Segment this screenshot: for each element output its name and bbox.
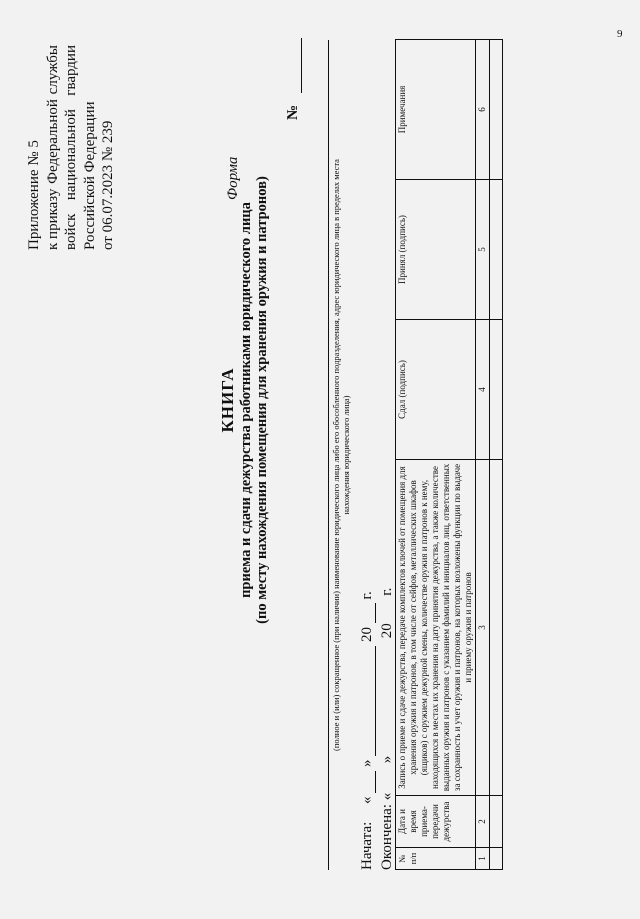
column-number: 4	[476, 320, 490, 460]
quote: »	[379, 755, 395, 764]
header-number: № п/п	[396, 848, 476, 870]
year-suffix: г.	[359, 591, 375, 600]
appendix-word: службы	[44, 45, 61, 95]
year-prefix: 20	[359, 626, 375, 642]
header-datetime: Дата и время приема-передачи дежурства	[396, 796, 476, 848]
title-subtitle: приема и сдачи дежурства работниками юридического лица	[238, 202, 254, 598]
end-label: Окончена:	[379, 804, 395, 870]
document-title	[220, 170, 270, 630]
form-label: Форма	[225, 156, 241, 200]
header-accepted: Принял (подпись)	[396, 180, 476, 320]
appendix-line	[62, 45, 81, 250]
appendix-word: войск	[63, 213, 79, 250]
table-cell[interactable]	[490, 848, 503, 870]
appendix-word: Федеральной	[44, 99, 61, 184]
appendix-line	[44, 45, 63, 250]
table-row	[490, 40, 503, 870]
table-cell[interactable]	[490, 460, 503, 796]
table-row	[476, 40, 490, 870]
duty-log-table	[395, 39, 503, 870]
year-prefix: 20	[379, 623, 395, 639]
column-number: 5	[476, 180, 490, 320]
header-record: Запись о приеме и сдаче дежурства, передаче комплектов ключей от помещения для хранения оружия и патронов, в том числе от сейфов, металлических шкафов (ящиков) с оружием дежурной смены, количестве оружия и патронов к нему, находящихся в местах их хранения на дату принятия дежурства, а также количестве выданных оружия и патронов с указанием фамилий и инициалов лиц, ответственных за сохранность и учет оружия и патронов, на которых возложены функции по выдаче и приему оружия и патронов	[396, 460, 476, 796]
start-year-field[interactable]	[361, 603, 376, 623]
caption-line: нахождения юридического лица)	[341, 395, 351, 515]
appendix-line: от 06.07.2023 № 239	[100, 120, 116, 250]
column-number: 2	[476, 796, 490, 848]
quote: «	[359, 796, 375, 804]
rotated-form-sheet	[10, 20, 640, 890]
quote: «	[379, 792, 395, 801]
appendix-word: гвардии	[63, 45, 79, 96]
start-date-row	[359, 591, 376, 870]
start-label: Начата:	[359, 821, 375, 870]
end-date-row	[379, 588, 396, 870]
start-day-field[interactable]	[361, 771, 376, 793]
table-cell[interactable]	[490, 320, 503, 460]
header-notes: Примечания	[396, 40, 476, 180]
appendix-line: Российской Федерации	[81, 101, 98, 250]
start-month-field[interactable]	[361, 646, 376, 756]
table-header-row	[396, 40, 476, 870]
book-number-field[interactable]	[301, 38, 302, 93]
caption-line: (полное и (или) сокращенное (при наличии) наименование юридического лица либо его обособленного подразделения, адрес юридического лица в пределах места	[331, 159, 341, 751]
year-suffix: г.	[379, 587, 395, 596]
table-cell[interactable]	[490, 40, 503, 180]
appendix-word: к приказу	[44, 188, 61, 250]
page-number: 9	[617, 28, 623, 40]
quote: »	[359, 759, 375, 767]
column-number: 1	[476, 848, 490, 870]
appendix-line: Приложение № 5	[26, 140, 42, 250]
header-handed-over: Сдал (подпись)	[396, 320, 476, 460]
title-main: КНИГА	[218, 367, 237, 433]
organization-caption	[331, 40, 351, 870]
organization-name-field[interactable]	[328, 40, 329, 870]
table-cell[interactable]	[490, 796, 503, 848]
column-number: 6	[476, 40, 490, 180]
end-day-field[interactable]	[381, 767, 396, 789]
title-subtitle-location: (по месту нахождения помещения для хранения оружия и патронов)	[254, 176, 270, 624]
appendix-word: национальной	[63, 109, 79, 201]
end-month-field[interactable]	[381, 642, 396, 752]
table-cell[interactable]	[490, 180, 503, 320]
column-number: 3	[476, 460, 490, 796]
end-year-field[interactable]	[381, 600, 396, 620]
book-number-label: №	[285, 104, 301, 120]
appendix-header	[25, 45, 118, 250]
